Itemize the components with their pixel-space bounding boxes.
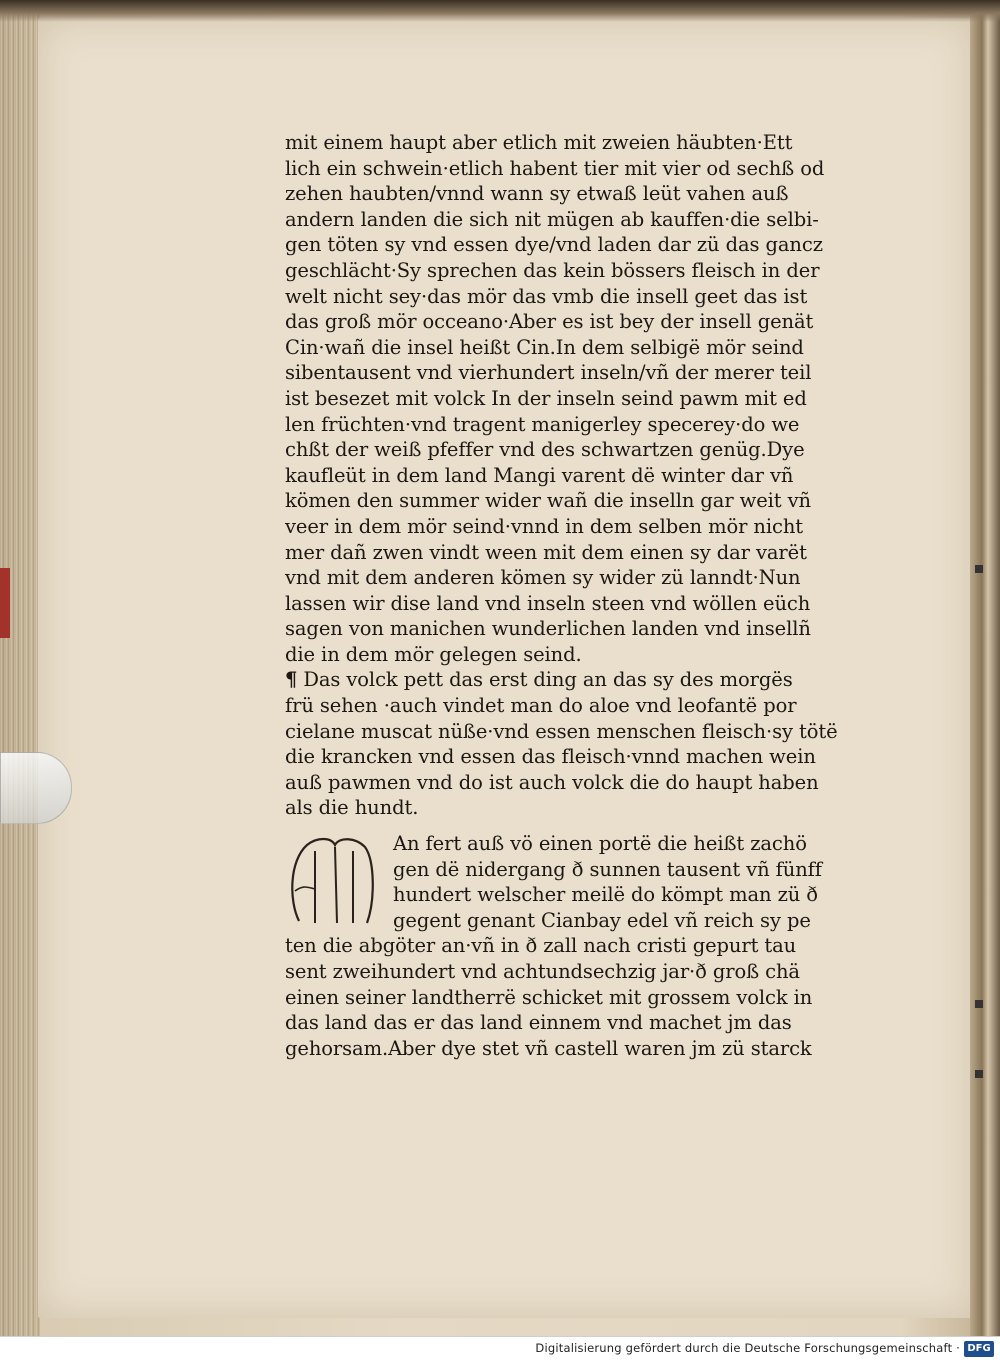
text-line: als die hundt. [285,796,419,820]
text-line: die krancken vnd essen das fleisch·vnnd machen wein [285,745,816,769]
text-line: welt nicht sey·das mör das vmb die insell geet das ist [285,284,808,308]
book-gutter-right [970,0,1000,1336]
text-line: lassen wir dise land vnd inseln steen vnd wöllen eüch [285,591,811,615]
text-line: sibentausent vnd vierhundert inseln/vñ der merer teil [285,361,812,385]
text-line: zehen haubten/vnnd wann sy etwaß leüt vahen auß [285,182,789,206]
text-line: vnd mit dem anderen kömen sy wider zü lanndt·Nun [285,566,801,590]
text-line: kaufleüt in dem land Mangi varent dë winter dar vñ [285,463,794,487]
text-line: len früchten·vnd tragent manigerley specerey·do we [285,412,800,436]
scan-marker [975,1000,983,1008]
text-line: chßt der weiß pfeffer vnd des schwartzen genüg.Dye [285,438,805,462]
text-line-content: Das volck pett das erst ding an das sy des morgës [303,668,793,692]
paragraph-with-initial [285,831,855,1061]
text-line: ten die abgöter an·vñ in ð zall nach cristi gepurt tau [285,934,797,958]
page-clip [0,752,72,824]
text-line: gen töten sy vnd essen dye/vnd laden dar zü das gancz [285,233,823,257]
scan-marker [975,565,983,573]
text-line: veer in dem mör seind·vnnd in dem selben mör nicht [285,514,804,538]
text-line: das groß mör occeano·Aber es ist bey der insell genät [285,310,814,334]
text-line: cielane muscat nüße·vnd essen menschen fleisch·sy tötë [285,719,838,743]
paragraph-mark: ¶ [285,668,298,692]
top-shadow [0,0,1000,22]
paragraph-second [285,667,855,821]
text-line: lich ein schwein·etlich habent tier mit vier od sechß od [285,156,825,180]
text-line: mit einem haupt aber etlich mit zweien häubten·Ett [285,131,793,154]
dfg-logo: DFG [964,1341,994,1357]
paragraph-top [285,130,855,667]
text-line: gegent genant Cianbay edel vñ reich sy pe [393,908,811,932]
text-line: gehorsam.Aber dye stet vñ castell waren jm zü starck [285,1036,812,1060]
body-text [285,130,855,1061]
bookmark-ribbon [0,568,10,638]
text-line: gen dë nidergang ð sunnen tausent vñ fünff [393,857,822,881]
text-line: sagen von manichen wunderlichen landen vnd insellñ [285,617,811,641]
text-line: geschlächt·Sy sprechen das kein bössers fleisch in der [285,258,820,282]
text-line: das land das er das land einnem vnd machet jm das [285,1011,792,1035]
text-line: kömen den summer wider wañ die inselln gar weit vñ [285,489,812,513]
footer-bar [0,1336,1000,1362]
text-line: Cin·wañ die insel heißt Cin.In dem selbigë mör seind [285,335,804,359]
text-line: frü sehen ·auch vindet man do aloe vnd leofantë por [285,694,797,718]
text-line: einen seiner landtherrë schicket mit grossem volck in [285,985,813,1009]
funding-credit: Digitalisierung gefördert durch die Deutsche Forschungsgemeinschaft · [535,1341,960,1355]
text-line: auß pawmen vnd do ist auch volck die do haupt haben [285,770,819,794]
text-line: hundert welscher meilë do kömpt man zü ð [393,883,818,907]
page-stack-edge [0,0,40,1336]
scan-marker [975,1070,983,1078]
text-line: die in dem mör gelegen seind. [285,642,582,666]
text-line: ist besezet mit volck In der inseln seind pawm mit ed [285,386,807,410]
drop-cap-initial-m [285,831,377,931]
text-line [285,667,855,693]
text-line: sent zweihundert vnd achtundsechzig jar·ð groß chä [285,960,800,983]
text-line: mer dañ zwen vindt ween mit dem einen sy dar varët [285,540,807,564]
text-line: andern landen die sich nit mügen ab kauffen·die selbi- [285,207,819,231]
text-line: An fert auß vö einen portë die heißt zachö [393,832,807,856]
